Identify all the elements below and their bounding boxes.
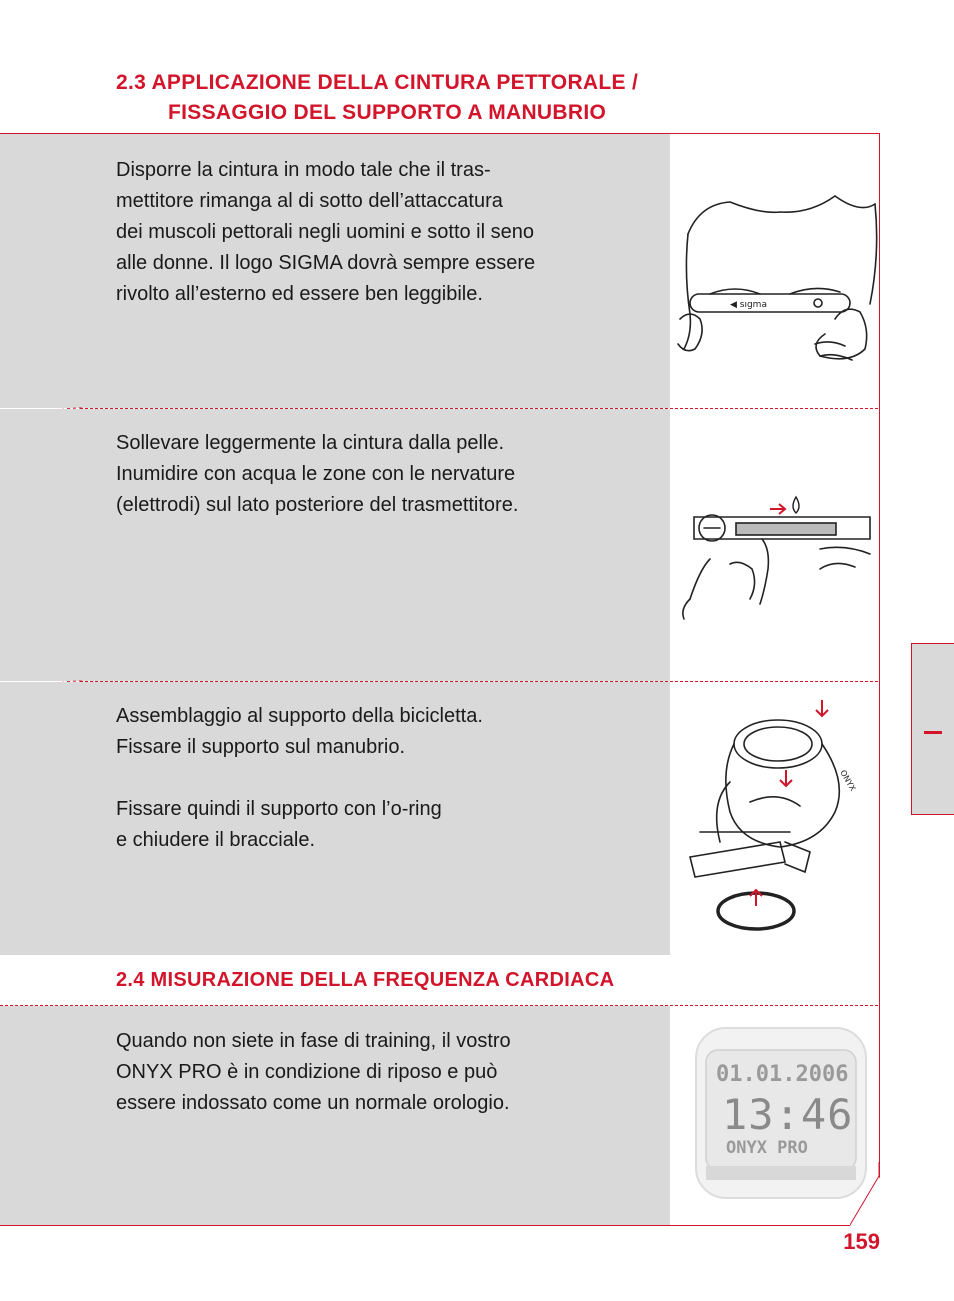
- chapter-tab-mark: [924, 731, 942, 734]
- step-3-text: Assemblaggio al supporto della bicicletta. Fissare il supporto sul manubrio. Fissare quindi il supporto con l’o-ring e chiudere il bracciale.: [116, 705, 483, 851]
- step-3-illustration-cell: [670, 682, 879, 955]
- svg-text:ONYX: ONYX: [838, 768, 858, 793]
- section-2-4-text: Quando non siete in fase di training, il vostro ONYX PRO è in condizione di riposo e può essere indossato come un normale orologio.: [116, 1030, 511, 1114]
- watch-date: 01.01.2006: [716, 1062, 849, 1087]
- section-heading-line-2: FISSAGGIO DEL SUPPORTO A MANUBRIO: [168, 101, 607, 124]
- chest-belt-illustration: [670, 134, 879, 408]
- step-2-text: Sollevare leggermente la cintura dalla pelle. Inumidire con acqua le zone con le nervature (elettrodi) sul lato posteriore del trasmettitore.: [116, 432, 519, 516]
- moisten-electrodes-illustration: [670, 409, 879, 681]
- chapter-side-tab: [911, 643, 954, 815]
- watch-model: ONYX PRO: [726, 1138, 808, 1158]
- svg-text:◀ sıgma: ◀ sıgma: [730, 300, 767, 310]
- step-2-illustration-cell: [670, 409, 879, 681]
- watch-display-cell: [670, 1006, 879, 1225]
- section-heading-line-1: 2.3 APPLICAZIONE DELLA CINTURA PETTORALE /: [116, 71, 639, 94]
- step-1-illustration-cell: [670, 134, 879, 408]
- water-drop-icon: [793, 497, 799, 513]
- section-heading-2-4: 2.4 MISURAZIONE DELLA FREQUENZA CARDIACA: [116, 969, 615, 991]
- frame-corner: [850, 1162, 882, 1228]
- handlebar-mount-illustration: [670, 682, 879, 955]
- step-1-text: Disporre la cintura in modo tale che il tras- mettitore rimanga al di sotto dell’attaccatura dei muscoli pettorali negli uomini e sotto il seno alle donne. Il logo SIGMA dovrà sempre essere rivolto all’esterno ed essere ben leggibile.: [116, 159, 536, 305]
- watch-time: 13:46: [722, 1090, 854, 1139]
- section-heading-2-3: [116, 68, 638, 128]
- page-number: 159: [843, 1229, 880, 1254]
